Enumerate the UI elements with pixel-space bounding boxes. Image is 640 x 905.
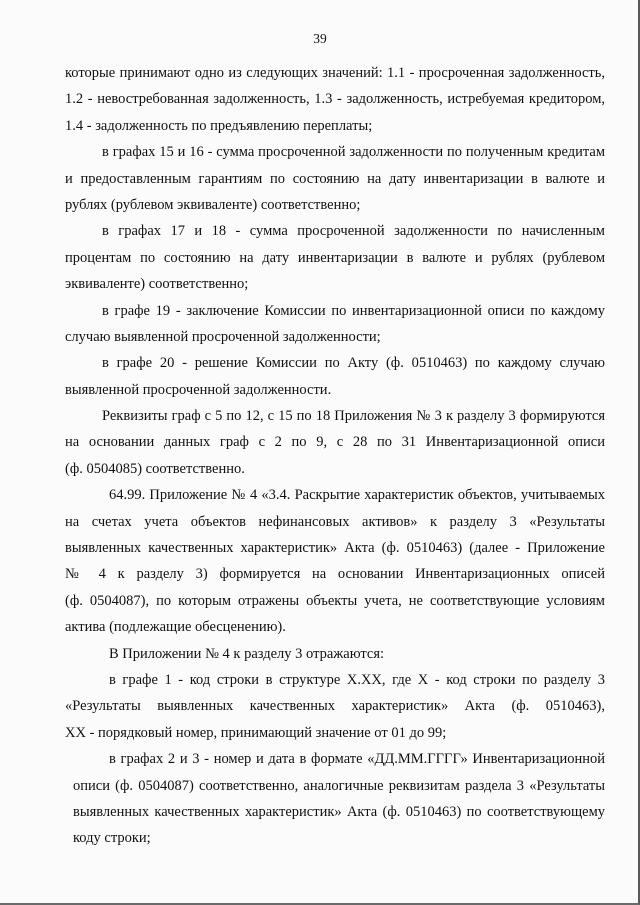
text-line: в графах 17 и 18 - сумма просроченной задолженности по начисленным bbox=[102, 223, 605, 240]
text-line: выявленной просроченной задолженности. bbox=[65, 381, 332, 398]
text-line: 1.2 - невостребованная задолженность, 1.3 - задолженность, истребуемая кредитором, bbox=[65, 91, 605, 108]
body-text bbox=[65, 60, 605, 852]
text-line: которые принимают одно из следующих значений: 1.1 - просроченная задолженность, bbox=[65, 65, 605, 81]
text-line: 1.4 - задолженность по предъявлению переплаты; bbox=[65, 117, 373, 134]
text-line: описи (ф. 0504087) соответственно, аналогичные реквизитам раздела 3 «Результаты bbox=[73, 777, 605, 794]
text-line: выявленных качественных характеристик» Акта (ф. 0510463) (далее - Приложение bbox=[65, 540, 605, 557]
text-line: в графе 20 - решение Комиссии по Акту (ф. 0510463) по каждому случаю bbox=[102, 355, 605, 372]
text-line: актива (подлежащие обесценению). bbox=[65, 619, 286, 636]
text-line: на счетах учета объектов нефинансовых активов» к разделу 3 «Результаты bbox=[65, 513, 605, 530]
text-line: случаю выявленной просроченной задолженности; bbox=[65, 328, 381, 345]
text-line: «Результаты выявленных качественных характеристик» Акта (ф. 0510463), bbox=[65, 698, 605, 715]
text-line: В Приложении № 4 к разделу 3 отражаются: bbox=[109, 645, 385, 662]
text-line: эквиваленте) соответственно; bbox=[65, 276, 249, 293]
text-line: Реквизиты граф с 5 по 12, с 15 по 18 Приложения № 3 к разделу 3 формируются bbox=[102, 408, 605, 425]
text-line: в графе 19 - заключение Комиссии по инвентаризационной описи по каждому bbox=[102, 302, 605, 319]
text-line: выявленных качественных характеристик» Акта (ф. 0510463) по соответствующему bbox=[73, 803, 605, 820]
text-line: (ф. 0504085) соответственно. bbox=[65, 460, 245, 477]
text-line: № 4 к разделу 3) формируется на основании Инвентаризационных описей bbox=[65, 566, 605, 583]
text-line: 64.99. Приложение № 4 «3.4. Раскрытие характеристик объектов, учитываемых bbox=[109, 487, 605, 504]
text-line: и предоставленным гарантиям по состоянию на дату инвентаризации в валюте и bbox=[65, 170, 605, 187]
text-line: процентам по состоянию на дату инвентаризации в валюте и рублях (рублевом bbox=[65, 249, 605, 266]
text-line: (ф. 0504087), по которым отражены объекты учета, не соответствующие условиям bbox=[65, 592, 605, 609]
page-number: 39 bbox=[313, 31, 327, 46]
text-line: коду строки; bbox=[73, 830, 151, 847]
text-line: в графах 2 и 3 - номер и дата в формате «ДД.ММ.ГГГГ» Инвентаризационной bbox=[109, 751, 605, 768]
text-line: в графах 15 и 16 - сумма просроченной задолженности по полученным кредитам bbox=[102, 144, 605, 161]
text-line: XX - порядковый номер, принимающий значение от 01 до 99; bbox=[65, 724, 447, 741]
text-line: рублях (рублевом эквиваленте) соответственно; bbox=[65, 196, 361, 213]
text-line: на основании данных граф с 2 по 9, с 28 по 31 Инвентаризационной описи bbox=[65, 434, 605, 451]
text-line: в графе 1 - код строки в структуре X.XX, где X - код строки по разделу 3 bbox=[109, 671, 605, 688]
